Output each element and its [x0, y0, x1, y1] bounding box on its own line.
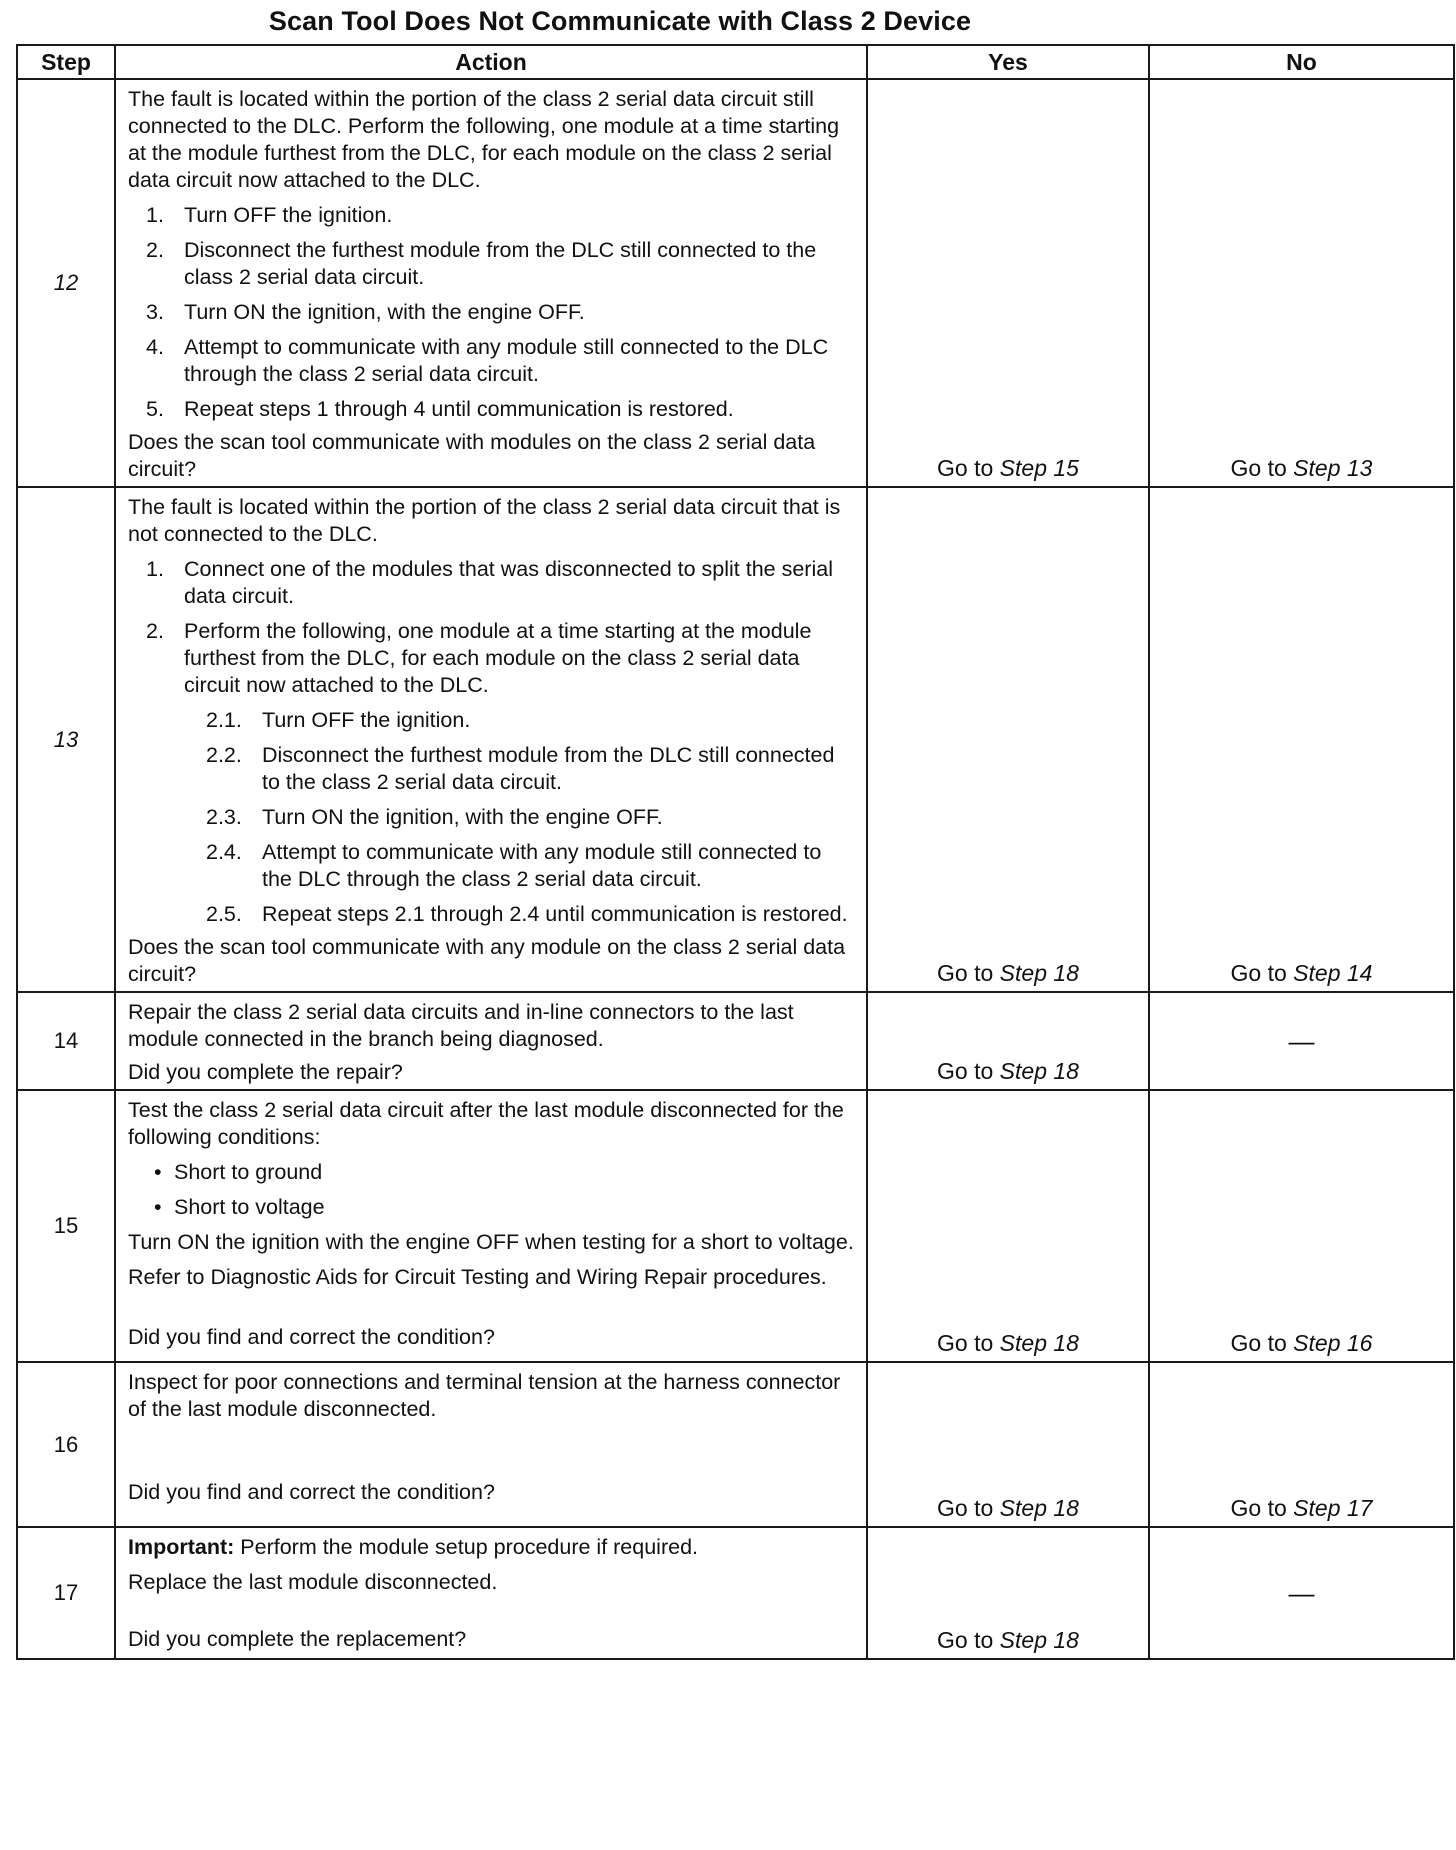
list-number: 2.: [146, 238, 164, 262]
action-cell: [115, 992, 867, 1090]
no-step-ref: 16: [1346, 1330, 1373, 1356]
action-intro: The fault is located within the portion of the class 2 serial data circuit that is not connected to the DLC.: [128, 495, 841, 546]
list-number: 2.3.: [206, 805, 242, 829]
action-note: Turn ON the ignition with the engine OFF when testing for a short to voltage.: [128, 1230, 854, 1254]
sub-list-item: [128, 839, 856, 893]
list-item: [128, 334, 856, 388]
header-step: Step: [17, 45, 115, 79]
list-number: 5.: [146, 397, 164, 421]
table-row-step-13: [17, 487, 1454, 992]
action-cell: [115, 1362, 867, 1527]
list-text: Connect one of the modules that was disconnected to split the serial data circuit.: [184, 557, 833, 608]
bullet-icon: •: [154, 1160, 162, 1184]
list-number: 2.5.: [206, 902, 242, 926]
list-text: Attempt to communicate with any module still connected to the DLC through the class 2 serial data circuit.: [184, 335, 829, 386]
list-text: Turn OFF the ignition.: [184, 203, 393, 227]
action-note: Refer to Diagnostic Aids for Circuit Testing and Wiring Repair procedures.: [128, 1265, 827, 1289]
step-number: 17: [17, 1527, 115, 1659]
list-text: Turn ON the ignition, with the engine OFF.: [262, 805, 663, 829]
sub-list-item: [128, 901, 856, 928]
list-number: 1.: [146, 557, 164, 581]
action-cell: [115, 1090, 867, 1362]
list-number: 2.4.: [206, 840, 242, 864]
diagnostic-table: [16, 44, 1455, 1660]
list-item: [128, 237, 856, 291]
header-no: No: [1149, 45, 1454, 79]
list-text: Repeat steps 1 through 4 until communication is restored.: [184, 397, 734, 421]
step-number: 12: [17, 79, 115, 487]
no-cell: Go to Step 16: [1149, 1090, 1454, 1362]
list-text: Turn OFF the ignition.: [262, 708, 471, 732]
yes-cell: Go to Step 18: [867, 1090, 1149, 1362]
step-number: 13: [17, 487, 115, 992]
step-number: 16: [17, 1362, 115, 1527]
table-row-step-12: [17, 79, 1454, 487]
yes-step-ref: 18: [1053, 1330, 1079, 1356]
list-item: [128, 396, 856, 423]
step-number: 14: [17, 992, 115, 1090]
page-title: Scan Tool Does Not Communicate with Class 2 Device: [268, 6, 972, 36]
no-cell-dash: —: [1149, 1527, 1454, 1659]
list-text: Disconnect the furthest module from the DLC still connected to the class 2 serial data circuit.: [262, 743, 835, 794]
no-cell: Go to Step 17: [1149, 1362, 1454, 1527]
list-text: Short to ground: [174, 1160, 323, 1184]
yes-cell: Go to Step 18: [867, 487, 1149, 992]
list-number: 2.1.: [206, 708, 242, 732]
table-row-step-17: [17, 1527, 1454, 1659]
list-text: Turn ON the ignition, with the engine OFF.: [184, 300, 585, 324]
important-note: Important: Perform the module setup procedure if required.: [128, 1535, 698, 1559]
bullet-item: [128, 1159, 856, 1186]
action-cell: [115, 79, 867, 487]
action-intro: The fault is located within the portion of the class 2 serial data circuit still connected to the DLC. Perform the following, one module at a time starting at the module furthest from the DLC, for each module on the class 2 serial data circuit now attached to the DLC.: [128, 87, 840, 192]
no-step-ref: 14: [1346, 960, 1373, 986]
no-cell: Go to Step 14: [1149, 487, 1454, 992]
action-intro: Inspect for poor connections and terminal tension at the harness connector of the last module disconnected.: [128, 1370, 841, 1421]
list-number: 2.: [146, 619, 164, 643]
action-intro: Repair the class 2 serial data circuits and in-line connectors to the last module connected in the branch being diagnosed.: [128, 1000, 794, 1051]
action-question: Did you complete the replacement?: [128, 1627, 467, 1651]
step-number: 15: [17, 1090, 115, 1362]
table-row-step-16: [17, 1362, 1454, 1527]
yes-step-ref: 18: [1053, 1627, 1079, 1653]
yes-step-ref: 18: [1053, 1058, 1079, 1084]
no-step-ref: 17: [1346, 1495, 1373, 1521]
action-cell: [115, 487, 867, 992]
action-question: Does the scan tool communicate with any module on the class 2 serial data circuit?: [128, 935, 846, 986]
action-question: Did you complete the repair?: [128, 1060, 403, 1084]
list-item: [128, 299, 856, 326]
sub-list-item: [128, 742, 856, 796]
list-text: Perform the following, one module at a time starting at the module furthest from the DLC, for each module on the class 2 serial data circuit now attached to the DLC.: [184, 619, 812, 697]
table-row-step-14: [17, 992, 1454, 1090]
bullet-icon: •: [154, 1195, 162, 1219]
bullet-item: [128, 1194, 856, 1221]
list-text: Repeat steps 2.1 through 2.4 until communication is restored.: [262, 902, 848, 926]
sub-list-item: [128, 707, 856, 734]
list-text: Short to voltage: [174, 1195, 325, 1219]
table-row-step-15: [17, 1090, 1454, 1362]
list-item: [128, 556, 856, 610]
list-text: Attempt to communicate with any module still connected to the DLC through the class 2 serial data circuit.: [262, 840, 822, 891]
important-label: Important:: [128, 1535, 235, 1559]
list-number: 1.: [146, 203, 164, 227]
table-header-row: [17, 45, 1454, 79]
yes-cell: Go to Step 15: [867, 79, 1149, 487]
yes-step-ref: 18: [1053, 1495, 1079, 1521]
yes-cell: Go to Step 18: [867, 1362, 1149, 1527]
action-question: Did you find and correct the condition?: [128, 1325, 495, 1349]
action-intro: Replace the last module disconnected.: [128, 1570, 498, 1594]
list-text: Disconnect the furthest module from the DLC still connected to the class 2 serial data circuit.: [184, 238, 817, 289]
yes-step-ref: 18: [1053, 960, 1079, 986]
list-number: 2.2.: [206, 743, 242, 767]
no-cell-dash: —: [1149, 992, 1454, 1090]
no-step-ref: 13: [1346, 455, 1373, 481]
header-yes: Yes: [867, 45, 1149, 79]
action-intro: Test the class 2 serial data circuit after the last module disconnected for the following conditions:: [128, 1098, 844, 1149]
yes-cell: Go to Step 18: [867, 1527, 1149, 1659]
no-cell: Go to Step 13: [1149, 79, 1454, 487]
sub-list-item: [128, 804, 856, 831]
header-action: Action: [115, 45, 867, 79]
list-item: [128, 202, 856, 229]
list-item: [128, 618, 856, 699]
list-number: 4.: [146, 335, 164, 359]
action-cell: [115, 1527, 867, 1659]
yes-cell: Go to Step 18: [867, 992, 1149, 1090]
list-number: 3.: [146, 300, 164, 324]
yes-step-ref: 15: [1053, 455, 1079, 481]
action-question: Does the scan tool communicate with modules on the class 2 serial data circuit?: [128, 430, 816, 481]
action-question: Did you find and correct the condition?: [128, 1480, 495, 1504]
